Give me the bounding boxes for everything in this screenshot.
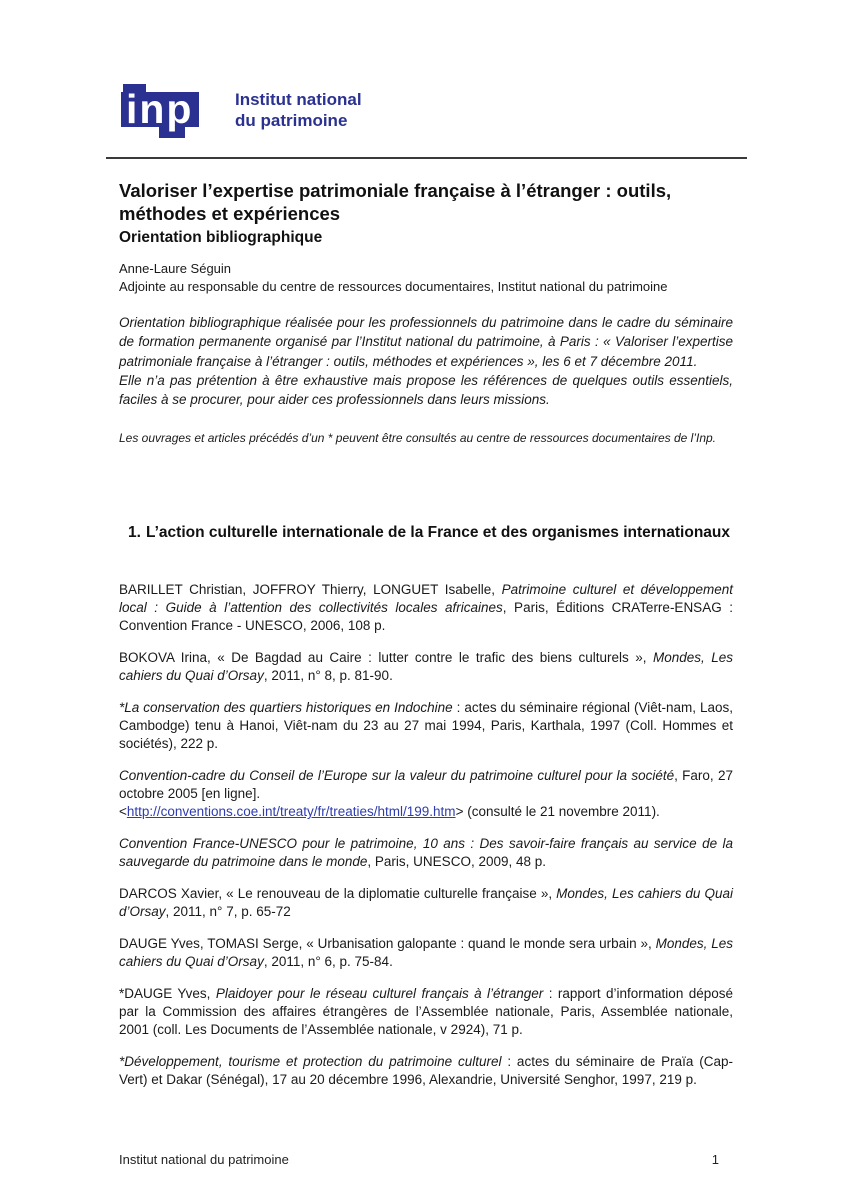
bib-text: Patrimoine culturel et développement local : Guide à l’attention des collectivités locales africaines	[119, 582, 733, 615]
intro-paragraphs	[119, 313, 733, 409]
header-rule	[106, 157, 747, 159]
bibliography-entry	[119, 581, 733, 635]
footer-institution: Institut national du patrimoine	[119, 1152, 289, 1167]
bib-text: Convention France-UNESCO pour le patrimoine, 10 ans : Des savoir-faire français au service de la sauvegarde du patrimoine dans le monde	[119, 836, 733, 869]
bib-text: *Développement, tourisme et protection du patrimoine culturel	[119, 1054, 502, 1069]
bibliography-list	[119, 581, 733, 1089]
consultation-note: Les ouvrages et articles précédés d’un * peuvent être consultés au centre de ressources documentaires de l’Inp.	[119, 431, 717, 445]
bib-text: *DAUGE Yves,	[119, 986, 216, 1001]
intro-paragraph-2: Elle n’a pas prétention à être exhaustive mais propose les références de quelques outils essentiels, faciles à se procurer, pour aider ces professionnels dans leurs missions.	[119, 372, 733, 408]
bibliography-entry	[119, 835, 733, 871]
institution-name-line2: du patrimoine	[235, 111, 348, 130]
document-title	[119, 179, 733, 225]
bibliography-entry	[119, 985, 733, 1039]
bib-text: Mondes, Les cahiers du Quai d’Orsay	[119, 936, 733, 969]
institution-name	[235, 89, 362, 131]
bib-text: , Paris, Éditions CRATerre-ENSAG : Convention France - UNESCO, 2006, 108 p.	[119, 600, 733, 633]
bib-text: Mondes, Les cahiers du Quai d’Orsay	[119, 886, 733, 919]
bib-text: DARCOS Xavier, « Le renouveau de la diplomatie culturelle française »,	[119, 886, 557, 901]
author-name: Anne-Laure Séguin	[119, 261, 232, 276]
bib-text: , 2011, n° 7, p. 65-72	[165, 904, 291, 919]
author-role: Adjointe au responsable du centre de ressources documentaires, Institut national du patrimoine	[119, 279, 668, 294]
bibliography-entry	[119, 935, 733, 971]
bib-text: : actes du séminaire régional (Viêt-nam, Laos, Cambodge) tenu à Hanoi, Viêt-nam du 23 au 27 mai 1994, Paris, Karthala, 1997 (Coll. Hommes et sociétés), 222 p.	[119, 700, 733, 751]
bib-text: , 2011, n° 8, p. 81-90.	[263, 668, 393, 683]
bibliography-entry	[119, 699, 733, 753]
bibliography-entry	[119, 1053, 733, 1089]
author-block	[119, 260, 733, 296]
document-subtitle: Orientation bibliographique	[119, 229, 323, 246]
bib-text: *La conservation des quartiers historiques en Indochine	[119, 700, 453, 715]
bib-text: > (consulté le 21 novembre 2011).	[455, 804, 660, 819]
bib-text: , Paris, UNESCO, 2009, 48 p.	[367, 854, 547, 869]
bib-text: Mondes, Les cahiers du Quai d’Orsay	[119, 650, 733, 683]
institution-name-line1: Institut national	[235, 90, 362, 109]
bibliography-entry	[119, 885, 733, 921]
document-title-line2: méthodes et expériences	[119, 203, 341, 224]
bib-text: BARILLET Christian, JOFFROY Thierry, LONGUET Isabelle,	[119, 582, 502, 597]
bib-text: , 2011, n° 6, p. 75-84.	[263, 954, 393, 969]
section-heading	[119, 523, 733, 542]
bib-text: BOKOVA Irina, « De Bagdad au Caire : lutter contre le trafic des biens culturels »,	[119, 650, 653, 665]
page-footer	[119, 1151, 719, 1168]
footer-page-number: 1	[711, 1152, 719, 1167]
hyperlink[interactable]: http://conventions.coe.int/treaty/fr/treaties/html/199.htm	[126, 804, 456, 819]
bib-text: : rapport d’information déposé par la Commission des affaires étrangères de l’Assemblée nationale, Paris, Assemblée nationale, 2001 (coll. Les Documents de l’Assemblée nationale, v 2924), 71 p.	[119, 986, 734, 1037]
intro-paragraph-1: Orientation bibliographique réalisée pour les professionnels du patrimoine dans le cadre du séminaire de formation permanente organisé par l’Institut national du patrimoine, à Paris : « Valoriser l’expertise patrimoniale française à l’étranger : outils, méthodes et expériences », les 6 et 7 décembre 2011.	[119, 315, 733, 369]
bib-text: , Faro, 27 octobre 2005 [en ligne].	[119, 768, 733, 801]
bibliography-entry	[119, 649, 733, 685]
inp-logo-acronym: inp	[126, 86, 194, 132]
inp-logo	[121, 84, 201, 138]
bib-text: Plaidoyer pour le réseau culturel français à l’étranger	[215, 986, 544, 1001]
document-title-line1: Valoriser l’expertise patrimoniale française à l’étranger : outils,	[119, 180, 672, 201]
bib-text: DAUGE Yves, TOMASI Serge, « Urbanisation galopante : quand le monde sera urbain »,	[119, 936, 656, 951]
bib-text: Convention-cadre du Conseil de l’Europe sur la valeur du patrimoine culturel pour la société	[119, 768, 675, 783]
section-title: L’action culturelle internationale de la France et des organismes internationaux	[146, 524, 730, 541]
section-number: 1.	[128, 524, 141, 541]
bib-text: <	[119, 804, 127, 819]
bibliography-entry	[119, 767, 733, 821]
bib-text: : actes du séminaire de Praïa (Cap-Vert) et Dakar (Sénégal), 17 au 20 décembre 1996, Alexandrie, Université Senghor, 1997, 219 p.	[119, 1054, 733, 1087]
